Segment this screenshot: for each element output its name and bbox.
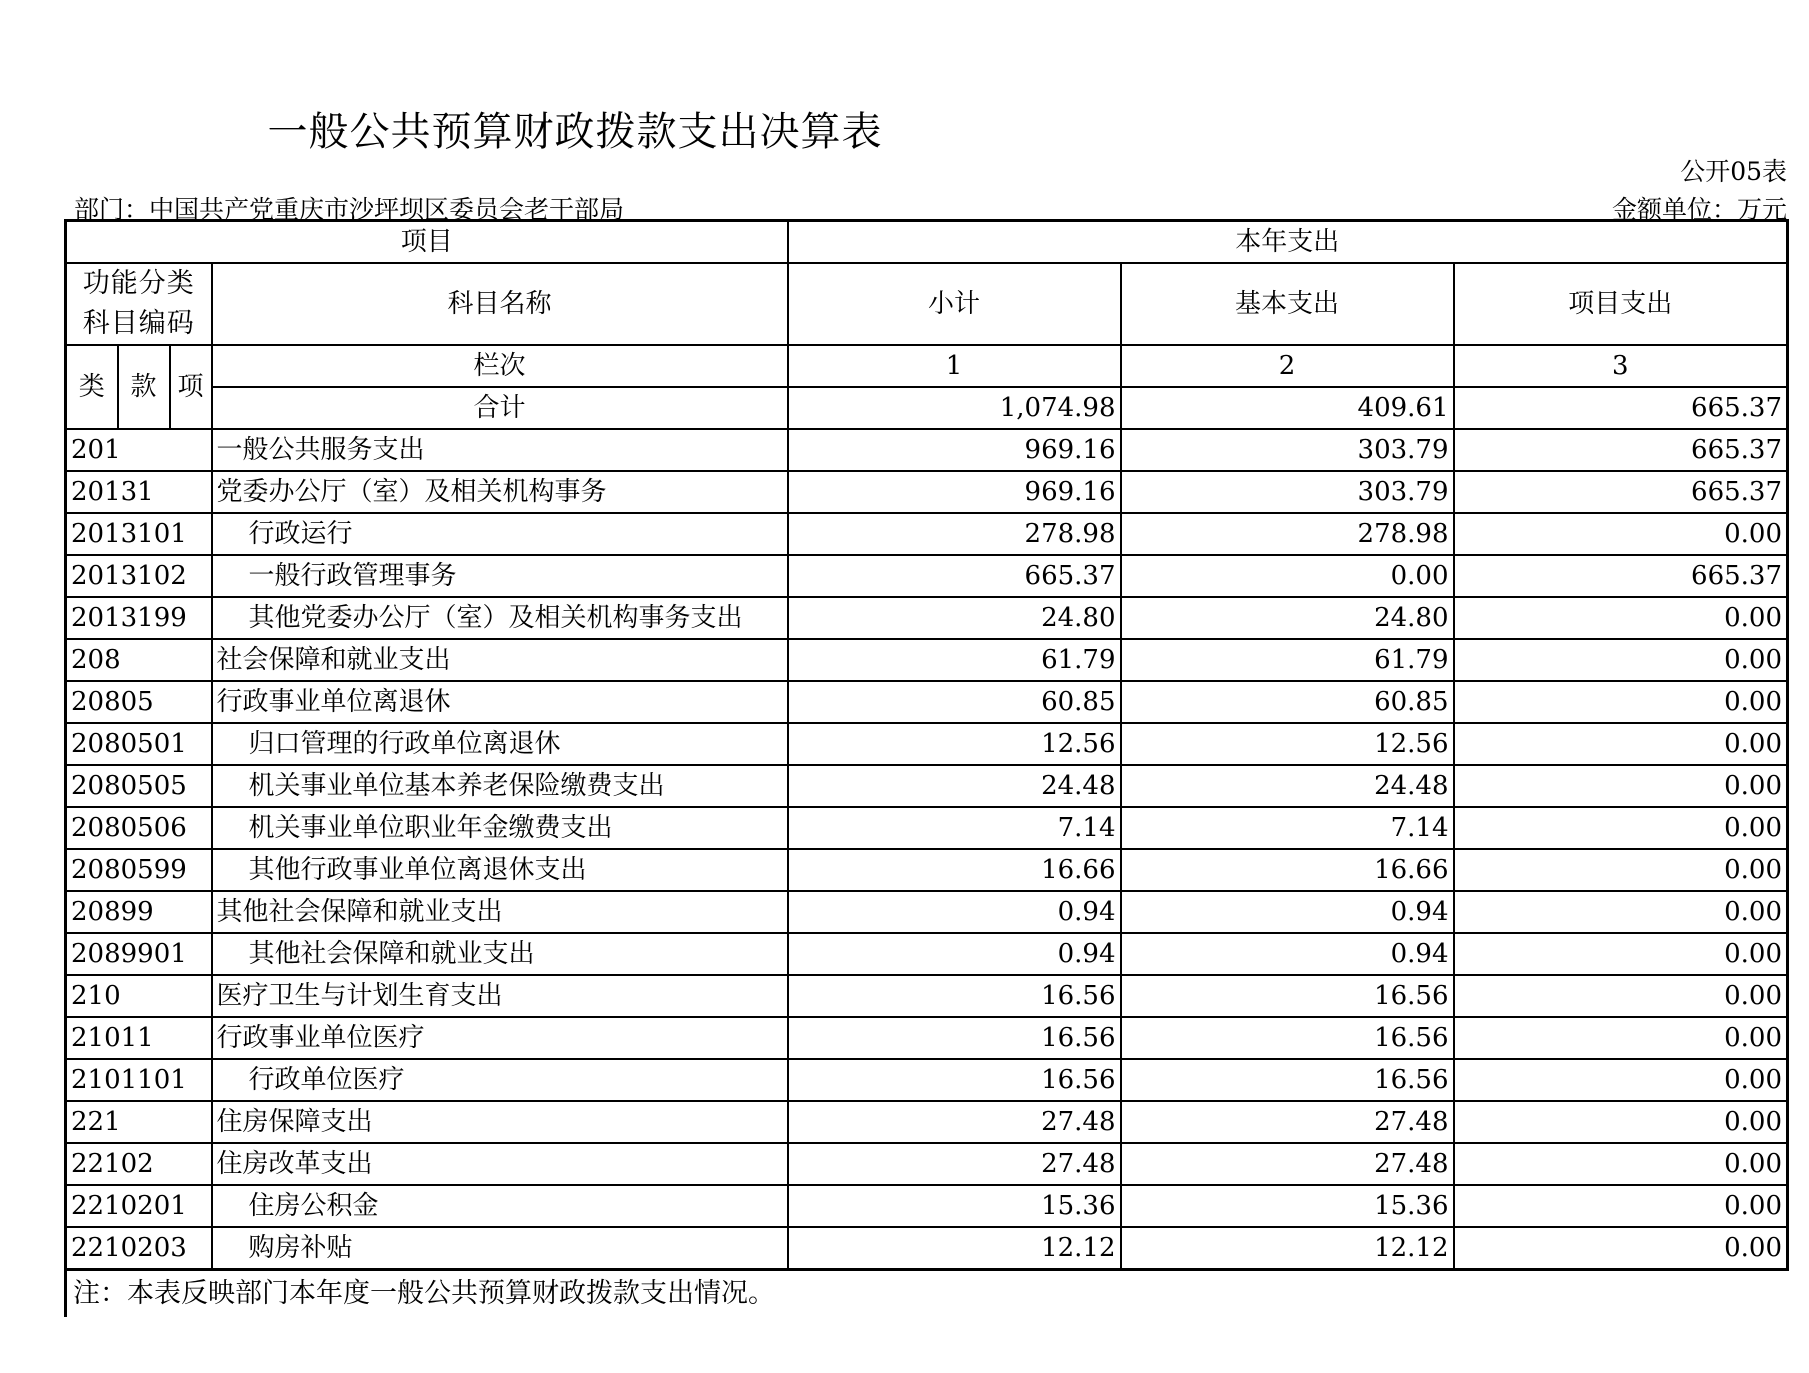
row-basic: 303.79: [1121, 471, 1454, 513]
row-code: 20805: [66, 681, 212, 723]
table-row: [66, 975, 1788, 1017]
row-basic: 61.79: [1121, 639, 1454, 681]
row-subject-name: 其他社会保障和就业支出: [212, 891, 788, 933]
table-row: [66, 471, 1788, 513]
row-basic: 303.79: [1121, 429, 1454, 471]
row-project: 0.00: [1454, 723, 1788, 765]
row-project: 0.00: [1454, 1101, 1788, 1143]
row-subject-name: 其他党委办公厅（室）及相关机构事务支出: [212, 597, 788, 639]
table-row: [66, 555, 1788, 597]
row-project: 0.00: [1454, 975, 1788, 1017]
row-basic: 24.48: [1121, 765, 1454, 807]
row-code: 208: [66, 639, 212, 681]
table-row: [66, 639, 1788, 681]
row-code: 22102: [66, 1143, 212, 1185]
row-basic: 12.12: [1121, 1227, 1454, 1270]
row-code: 210: [66, 975, 212, 1017]
row-subtotal: 0.94: [788, 933, 1121, 975]
row-basic: 7.14: [1121, 807, 1454, 849]
row-subject-name: 住房公积金: [212, 1185, 788, 1227]
row-basic: 15.36: [1121, 1185, 1454, 1227]
header-col1: 1: [788, 345, 1121, 387]
form-number: 公开05表: [1680, 157, 1787, 186]
row-subject-name: 其他行政事业单位离退休支出: [212, 849, 788, 891]
row-basic: 24.80: [1121, 597, 1454, 639]
department-label: 部门：中国共产党重庆市沙坪坝区委员会老干部局: [74, 195, 625, 224]
row-subject-name: 归口管理的行政单位离退休: [212, 723, 788, 765]
row-project: 0.00: [1454, 681, 1788, 723]
row-subject-name: 机关事业单位基本养老保险缴费支出: [212, 765, 788, 807]
total-basic: 409.61: [1121, 387, 1454, 429]
row-subtotal: 60.85: [788, 681, 1121, 723]
row-basic: 16.56: [1121, 975, 1454, 1017]
row-code: 2101101: [66, 1059, 212, 1101]
table-row: [66, 597, 1788, 639]
row-project: 0.00: [1454, 765, 1788, 807]
row-code: 2080505: [66, 765, 212, 807]
header-item: 项目: [66, 221, 788, 264]
row-subtotal: 16.56: [788, 1017, 1121, 1059]
row-project: 0.00: [1454, 1227, 1788, 1270]
table-row: [66, 765, 1788, 807]
row-subject-name: 社会保障和就业支出: [212, 639, 788, 681]
table-row: [66, 1185, 1788, 1227]
row-subject-name: 行政事业单位医疗: [212, 1017, 788, 1059]
row-subtotal: 12.56: [788, 723, 1121, 765]
row-project: 0.00: [1454, 933, 1788, 975]
table-row: [66, 1017, 1788, 1059]
header-row-1: [66, 221, 1788, 264]
row-project: 0.00: [1454, 639, 1788, 681]
row-subject-name: 行政事业单位离退休: [212, 681, 788, 723]
row-subtotal: 16.66: [788, 849, 1121, 891]
row-subject-name: 住房改革支出: [212, 1143, 788, 1185]
total-label: 合计: [212, 387, 788, 429]
table-row: [66, 1143, 1788, 1185]
row-project: 0.00: [1454, 597, 1788, 639]
row-code: 20131: [66, 471, 212, 513]
row-project: 0.00: [1454, 891, 1788, 933]
total-row: [66, 387, 1788, 429]
header-subject-name: 科目名称: [212, 263, 788, 345]
header-xiang: 项: [170, 345, 212, 429]
header-lei: 类: [66, 345, 118, 429]
row-subject-name: 行政运行: [212, 513, 788, 555]
table-row: [66, 933, 1788, 975]
row-subtotal: 24.80: [788, 597, 1121, 639]
row-subtotal: 15.36: [788, 1185, 1121, 1227]
row-basic: 60.85: [1121, 681, 1454, 723]
total-project: 665.37: [1454, 387, 1788, 429]
row-subject-name: 党委办公厅（室）及相关机构事务: [212, 471, 788, 513]
row-code: 2013199: [66, 597, 212, 639]
header-lanci: 栏次: [212, 345, 788, 387]
row-code: 2080599: [66, 849, 212, 891]
row-project: 665.37: [1454, 555, 1788, 597]
header-row-2: [66, 263, 1788, 345]
row-basic: 0.94: [1121, 933, 1454, 975]
row-code: 221: [66, 1101, 212, 1143]
row-project: 0.00: [1454, 849, 1788, 891]
row-subtotal: 0.94: [788, 891, 1121, 933]
header-func-code: 功能分类科目编码: [66, 263, 212, 345]
header-project: 项目支出: [1454, 263, 1788, 345]
row-project: 0.00: [1454, 807, 1788, 849]
row-code: 201: [66, 429, 212, 471]
row-code: 2013102: [66, 555, 212, 597]
row-subtotal: 27.48: [788, 1101, 1121, 1143]
header-basic: 基本支出: [1121, 263, 1454, 345]
row-basic: 0.94: [1121, 891, 1454, 933]
row-code: 2080506: [66, 807, 212, 849]
row-subject-name: 购房补贴: [212, 1227, 788, 1270]
row-code: 2210203: [66, 1227, 212, 1270]
row-subject-name: 住房保障支出: [212, 1101, 788, 1143]
header-year-expense: 本年支出: [788, 221, 1788, 264]
table-row: [66, 891, 1788, 933]
row-basic: 16.56: [1121, 1017, 1454, 1059]
row-subtotal: 969.16: [788, 471, 1121, 513]
row-basic: 12.56: [1121, 723, 1454, 765]
page-title: 一般公共预算财政拨款支出决算表: [267, 109, 883, 155]
header-col3: 3: [1454, 345, 1788, 387]
row-code: 20899: [66, 891, 212, 933]
table-row: [66, 429, 1788, 471]
header-row-3: [66, 345, 1788, 387]
row-subtotal: 27.48: [788, 1143, 1121, 1185]
row-subtotal: 969.16: [788, 429, 1121, 471]
row-basic: 27.48: [1121, 1101, 1454, 1143]
row-code: 21011: [66, 1017, 212, 1059]
row-basic: 16.56: [1121, 1059, 1454, 1101]
table-row: [66, 513, 1788, 555]
table-row: [66, 681, 1788, 723]
row-subtotal: 16.56: [788, 975, 1121, 1017]
row-subtotal: 24.48: [788, 765, 1121, 807]
header-subtotal: 小计: [788, 263, 1121, 345]
row-basic: 27.48: [1121, 1143, 1454, 1185]
row-project: 665.37: [1454, 471, 1788, 513]
row-project: 0.00: [1454, 1185, 1788, 1227]
row-code: 2210201: [66, 1185, 212, 1227]
row-subtotal: 61.79: [788, 639, 1121, 681]
total-subtotal: 1,074.98: [788, 387, 1121, 429]
row-subject-name: 机关事业单位职业年金缴费支出: [212, 807, 788, 849]
table-row: [66, 849, 1788, 891]
row-code: 2013101: [66, 513, 212, 555]
expenditure-table: [64, 219, 1789, 1271]
amount-unit-label: 金额单位：万元: [1611, 195, 1787, 224]
row-project: 0.00: [1454, 1059, 1788, 1101]
table-row: [66, 723, 1788, 765]
row-code: 2089901: [66, 933, 212, 975]
row-subtotal: 12.12: [788, 1227, 1121, 1270]
row-basic: 0.00: [1121, 555, 1454, 597]
table-note: 注：本表反映部门本年度一般公共预算财政拨款支出情况。: [64, 1271, 775, 1317]
row-project: 0.00: [1454, 513, 1788, 555]
row-subject-name: 一般公共服务支出: [212, 429, 788, 471]
row-subject-name: 医疗卫生与计划生育支出: [212, 975, 788, 1017]
row-code: 2080501: [66, 723, 212, 765]
header-col2: 2: [1121, 345, 1454, 387]
row-subject-name: 行政单位医疗: [212, 1059, 788, 1101]
table-row: [66, 1059, 1788, 1101]
row-subtotal: 665.37: [788, 555, 1121, 597]
row-subject-name: 其他社会保障和就业支出: [212, 933, 788, 975]
table-row: [66, 807, 1788, 849]
row-project: 665.37: [1454, 429, 1788, 471]
table-row: [66, 1227, 1788, 1270]
row-project: 0.00: [1454, 1143, 1788, 1185]
table-row: [66, 1101, 1788, 1143]
row-subtotal: 16.56: [788, 1059, 1121, 1101]
row-basic: 16.66: [1121, 849, 1454, 891]
row-basic: 278.98: [1121, 513, 1454, 555]
row-subtotal: 7.14: [788, 807, 1121, 849]
row-subtotal: 278.98: [788, 513, 1121, 555]
row-project: 0.00: [1454, 1017, 1788, 1059]
row-subject-name: 一般行政管理事务: [212, 555, 788, 597]
header-kuan: 款: [118, 345, 170, 429]
